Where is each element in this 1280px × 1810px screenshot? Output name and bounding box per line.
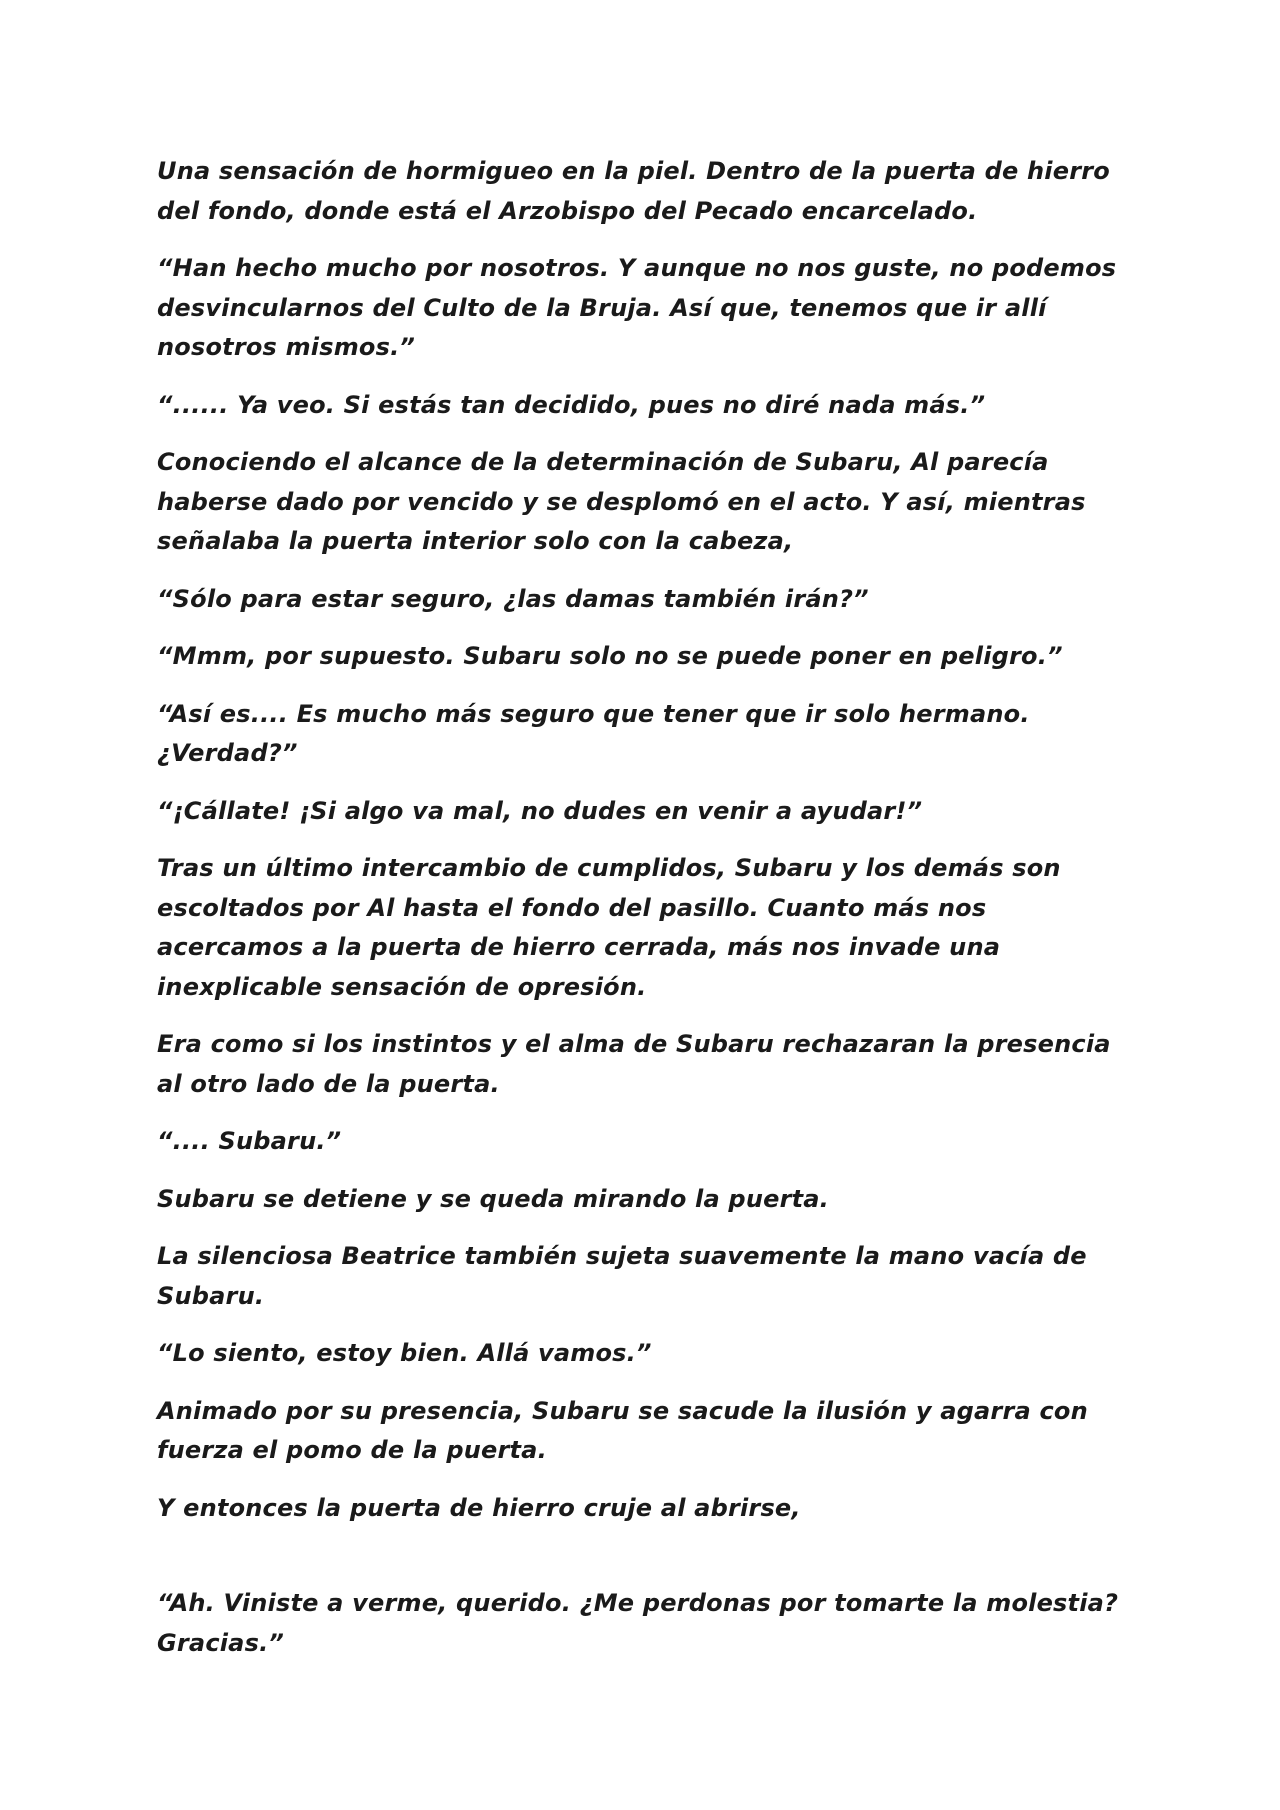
paragraph-7: “Así es.... Es mucho más seguro que tener que ir solo hermano. ¿Verdad?”: [157, 699, 1030, 767]
paragraph-9: Tras un último intercambio de cumplidos, Subaru y los demás son escoltados por Al hasta el fondo del pasillo. Cuanto más nos acercamos a la puerta de hierro cerrada, más nos invade una inexplicable sensación de opresión.: [157, 854, 1061, 1001]
paragraph-6: “Mmm, por supuesto. Subaru solo no se puede poner en peligro.”: [157, 642, 1063, 670]
paragraph-2: “Han hecho mucho por nosotros. Y aunque no nos guste, no podemos desvincularnos del Culto de la Bruja. Así que, tenemos que ir allí nosotros mismos.”: [157, 254, 1117, 361]
paragraph-16: Y entonces la puerta de hierro cruje al abrirse,: [157, 1493, 801, 1522]
text-column: [157, 152, 1127, 1663]
paragraph-8: “¡Cállate! ¡Si algo va mal, no dudes en venir a ayudar!”: [157, 796, 923, 825]
paragraph-4: Conociendo el alcance de la determinación de Subaru, Al parecía haberse dado por vencido y se desplomó en el acto. Y así, mientras señalaba la puerta interior solo con la cabeza,: [157, 448, 1086, 555]
paragraph-1: Una sensación de hormigueo en la piel. Dentro de la puerta de hierro del fondo, donde está el Arzobispo del Pecado encarcelado.: [157, 157, 1110, 225]
paragraph-12: Subaru se detiene y se queda mirando la puerta.: [157, 1184, 830, 1213]
paragraph-3: “...... Ya veo. Si estás tan decidido, pues no diré nada más.”: [157, 390, 986, 419]
paragraph-11: “.... Subaru.”: [157, 1127, 342, 1155]
paragraph-14: “Lo siento, estoy bien. Allá vamos.”: [157, 1339, 652, 1367]
paragraph-17: “Ah. Viniste a verme, querido. ¿Me perdonas por tomarte la molestia? Gracias.”: [157, 1589, 1119, 1657]
paragraph-5: “Sólo para estar seguro, ¿las damas también irán?”: [157, 584, 869, 613]
section-spacer: [157, 1546, 1127, 1584]
paragraph-13: La silenciosa Beatrice también sujeta suavemente la mano vacía de Subaru.: [157, 1242, 1087, 1310]
paragraph-10: Era como si los instintos y el alma de Subaru rechazaran la presencia al otro lado de la puerta.: [157, 1030, 1111, 1098]
paragraph-15: Animado por su presencia, Subaru se sacude la ilusión y agarra con fuerza el pomo de la puerta.: [157, 1396, 1088, 1464]
